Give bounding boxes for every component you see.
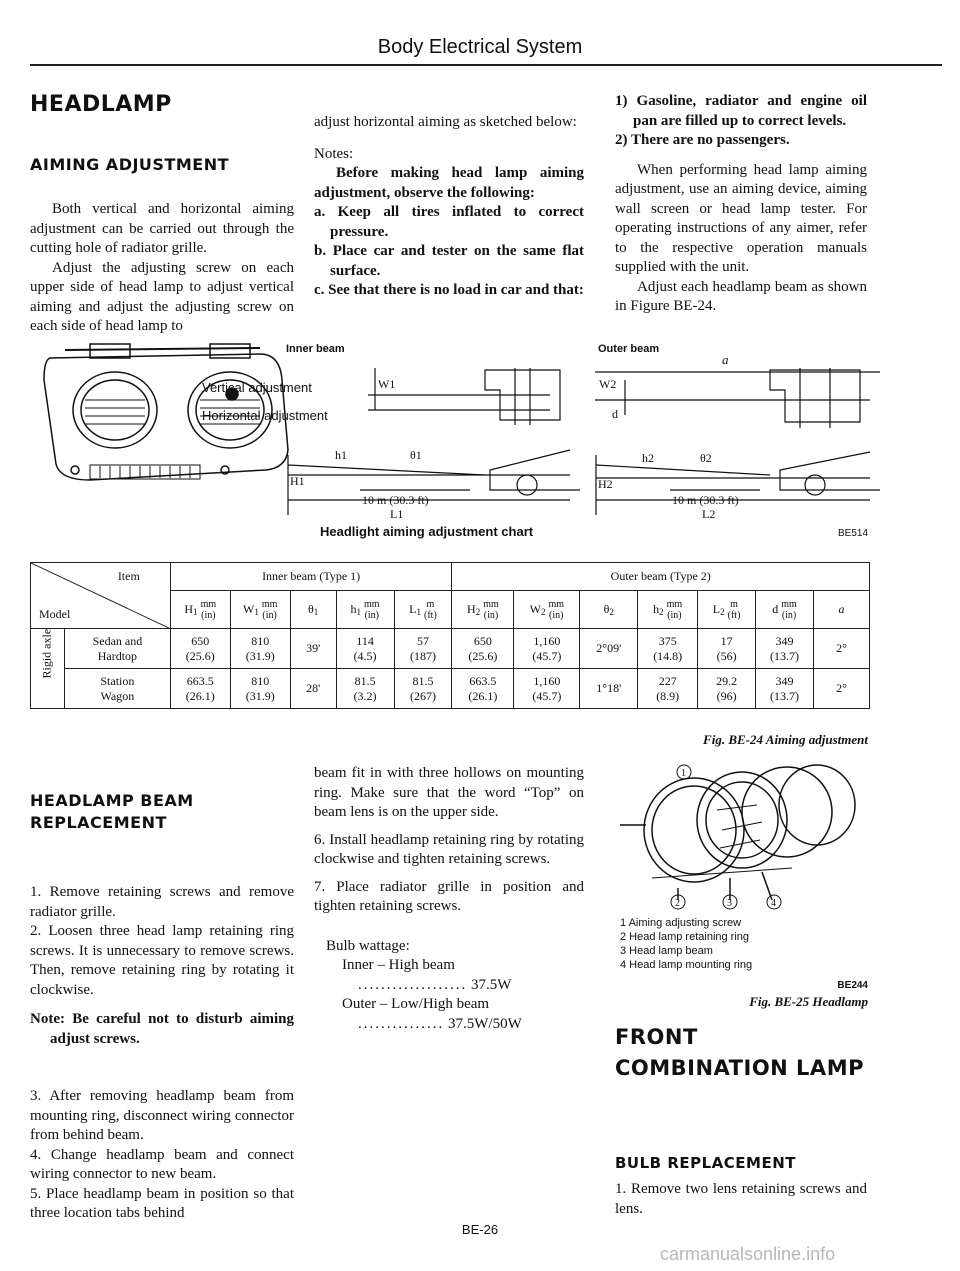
cell-sedan-w2: 1,160 (45.7) (514, 629, 580, 669)
cell-wagon-w2: 1,160 (45.7) (514, 669, 580, 709)
col-h1-small: $h_1$ mm (in) (336, 591, 394, 629)
beam-replacement-title (30, 790, 194, 834)
cell-sedan-h1: 650 (25.6) (170, 629, 230, 669)
cell-wagon-a: 2° (814, 669, 870, 709)
callout-1-label: 1 (681, 768, 686, 779)
cell-wagon-h2: 663.5 (26.1) (452, 669, 514, 709)
lower-mid-text (314, 764, 584, 1034)
note-a: a. Keep all tires inflated to correct pressure. (314, 204, 584, 240)
left-text-block (30, 200, 294, 337)
headlamp-legend (620, 916, 860, 972)
left-para-1: Both vertical and horizontal aiming adjustment can be carried out through the cutting hole of radiator grille. (30, 201, 294, 256)
bulb-inner-value: 37.5W (471, 976, 512, 993)
front-combination-title (615, 1022, 864, 1084)
bulb-outer-label: Outer – Low/High beam (342, 996, 490, 1012)
cell-wagon-l1: 81.5 (267) (394, 669, 452, 709)
right-para-2: Adjust each headlamp beam as shown in Figure BE-24. (615, 278, 867, 314)
axle-label: Rigid axle (39, 628, 54, 679)
front-combination-title-1: FRONT (615, 1025, 698, 1049)
note-c: c. See that there is no load in car and that: (314, 282, 584, 298)
headlamp-exploded-illustration (612, 760, 872, 910)
page-number: BE-26 (461, 1222, 499, 1237)
col-d: d mm (in) (756, 591, 814, 629)
cell-sedan-h2: 650 (25.6) (452, 629, 514, 669)
cell-sedan-h2s: 375 (14.8) (638, 629, 698, 669)
notes-intro: Before making head lamp aiming adjustment, observe the following: (314, 165, 584, 201)
bulb-replacement-title: BULB REPLACEMENT (615, 1154, 796, 1172)
cell-wagon-h1s: 81.5 (3.2) (336, 669, 394, 709)
cell-wagon-theta1: 28' (290, 669, 336, 709)
aiming-spec-table (30, 562, 870, 709)
cell-sedan-theta1: 39' (290, 629, 336, 669)
cell-wagon-w1: 810 (31.9) (230, 669, 290, 709)
bulb-wattage-label: Bulb wattage: (326, 937, 410, 954)
section-title-headlamp: HEADLAMP (30, 92, 172, 117)
mid-text-block (314, 113, 584, 301)
condition-1: 1) Gasoline, radiator and engine oil pan are filled up to correct levels. (615, 93, 867, 129)
bulb-outer-value-row (326, 1015, 584, 1035)
replace-step-6: 6. Install headlamp retaining ring by rotating clockwise and tighten retaining screws. (314, 831, 584, 867)
subsection-title-aiming: AIMING ADJUSTMENT (30, 155, 230, 174)
beam-replacement-title-2: REPLACEMENT (30, 813, 167, 832)
replace-note: Note: Be careful not to disturb aiming adjust screws. (30, 1011, 294, 1047)
right-para-1: When performing head lamp aiming adjustment, use an aiming device, aiming wall screen or head lamp tester. For operating instructions of any aimer, refer to the respective operation manuals supplied with the unit. (615, 161, 867, 275)
label-dist-inner: 10 m (30.3 ft) (362, 493, 429, 507)
outer-beam-label: Outer beam (598, 343, 660, 355)
cell-wagon-theta2: 1°18' (580, 669, 638, 709)
cell-sedan-l2: 17 (56) (698, 629, 756, 669)
diagram-code: BE514 (838, 528, 869, 539)
label-h1-small: h1 (335, 448, 347, 462)
col-theta2: $\theta_2$ (580, 591, 638, 629)
condition-2: 2) There are no passengers. (615, 132, 790, 148)
legend-item-3: 3 Head lamp beam (620, 945, 713, 957)
label-theta2: θ2 (700, 451, 712, 465)
bulb-inner-value-row (326, 976, 584, 996)
table-model-label: Model (39, 607, 71, 621)
cell-wagon-l2: 29.2 (96) (698, 669, 756, 709)
cell-sedan-w1: 810 (31.9) (230, 629, 290, 669)
label-l2: L2 (702, 507, 716, 521)
callout-3-label: 3 (727, 898, 732, 909)
legend-item-4: 4 Head lamp mounting ring (620, 959, 753, 971)
cell-sedan-h1s: 114 (4.5) (336, 629, 394, 669)
bulb-wattage-block (314, 937, 584, 1035)
label-w2: W2 (599, 377, 617, 391)
cell-wagon-d: 349 (13.7) (756, 669, 814, 709)
col-a: a (814, 591, 870, 629)
replace-step-4: 4. Change headlamp beam and connect wiring connector to new beam. (30, 1146, 294, 1182)
legend-item-2: 2 Head lamp retaining ring (620, 931, 750, 943)
col-h1: $H_1$ mm (in) (170, 591, 230, 629)
table-caption: Fig. BE-24 Aiming adjustment (703, 732, 868, 747)
label-w1: W1 (378, 377, 396, 391)
cell-sedan-theta2: 2°09' (580, 629, 638, 669)
label-d: d (612, 407, 618, 421)
inner-group-header: Inner beam (Type 1) (170, 563, 452, 591)
legend-item-1: 1 Aiming adjusting screw (620, 917, 742, 929)
header-rule (30, 64, 942, 66)
table-item-label: Item (117, 569, 140, 583)
col-w1: $W_1$ mm (in) (230, 591, 290, 629)
col-h2: $H_2$ mm (in) (452, 591, 514, 629)
cell-sedan-d: 349 (13.7) (756, 629, 814, 669)
cell-wagon-h2s: 227 (8.9) (638, 669, 698, 709)
left-para-2: Adjust the adjusting screw on each upper side of head lamp to adjust vertical aiming and adjust the adjusting screw on each side of head lamp to (30, 259, 294, 334)
bulb-outer-value: 37.5W/50W (448, 1015, 522, 1032)
headlamp-parts (620, 765, 855, 900)
col-l2: $L_2$ m (ft) (698, 591, 756, 629)
dots-inner: ................... (358, 976, 468, 993)
notes-label: Notes: (314, 145, 354, 162)
replace-step-1: 1. Remove retaining screws and remove radiator grille. (30, 884, 294, 920)
watermark: carmanualsonline.info (660, 1244, 836, 1264)
mid-continuation: adjust horizontal aiming as sketched below: (314, 114, 577, 130)
lower-left-text (30, 883, 294, 1224)
aiming-diagram (30, 340, 942, 540)
replace-step-5-cont: beam fit in with three hollows on mounting ring. Make sure that the word “Top” on beam lens is on the upper side. (314, 765, 584, 820)
replace-step-2: 2. Loosen three head lamp retaining ring screws. It is unnecessary to remove screws. Then, remove retaining ring by rotating it clockwise. (30, 923, 294, 998)
replace-step-7: 7. Place radiator grille in position and tighten retaining screws. (314, 878, 584, 914)
label-h2-small: h2 (642, 451, 654, 465)
col-w2: $W_2$ mm (in) (514, 591, 580, 629)
replace-step-5: 5. Place headlamp beam in position so that three location tabs behind (30, 1185, 294, 1221)
bulb-inner-label: Inner – High beam (342, 957, 455, 973)
label-l1: L1 (390, 507, 404, 521)
row-model-wagon: Station Wagon (64, 669, 170, 709)
front-combination-title-2: COMBINATION LAMP (615, 1056, 864, 1080)
col-h2-small: $h_2$ mm (in) (638, 591, 698, 629)
cell-sedan-l1: 57 (187) (394, 629, 452, 669)
label-horizontal-adjustment: Horizontal adjustment (202, 408, 328, 423)
headlamp-fig-caption: Fig. BE-25 Headlamp (749, 994, 868, 1009)
cell-wagon-h1: 663.5 (26.1) (170, 669, 230, 709)
inner-beam-sketch (288, 368, 580, 515)
outer-group-header: Outer beam (Type 2) (452, 563, 870, 591)
right-text-block (615, 92, 867, 317)
dots-outer: ............... (358, 1015, 445, 1032)
cell-sedan-a: 2° (814, 629, 870, 669)
callout-2-label: 2 (675, 898, 680, 909)
label-h2-big: H2 (598, 477, 613, 491)
replace-step-3: 3. After removing headlamp beam from mounting ring, disconnect wiring connector from behind beam. (30, 1088, 294, 1143)
axle-cell (31, 629, 65, 709)
callout-4-label: 4 (771, 898, 776, 909)
label-dist-outer: 10 m (30.3 ft) (672, 493, 739, 507)
label-a-angle: a (722, 352, 729, 367)
label-theta1: θ1 (410, 448, 422, 462)
row-model-sedan: Sedan and Hardtop (64, 629, 170, 669)
col-theta1: $\theta_1$ (290, 591, 336, 629)
running-title: Body Electrical System (377, 36, 583, 58)
headlamp-fig-code: BE244 (837, 980, 868, 991)
table-corner-cell (31, 563, 171, 629)
inner-beam-label: Inner beam (286, 343, 345, 355)
label-vertical-adjustment: Vertical adjustment (202, 380, 312, 395)
diagram-caption: Headlight aiming adjustment chart (320, 524, 534, 539)
beam-replacement-title-1: HEADLAMP BEAM (30, 791, 194, 810)
col-l1: $L_1$ m (ft) (394, 591, 452, 629)
bulb-replacement-step-1: 1. Remove two lens retaining screws and lens. (615, 1181, 867, 1217)
label-h1-big: H1 (290, 474, 305, 488)
note-b: b. Place car and tester on the same flat surface. (314, 243, 584, 279)
